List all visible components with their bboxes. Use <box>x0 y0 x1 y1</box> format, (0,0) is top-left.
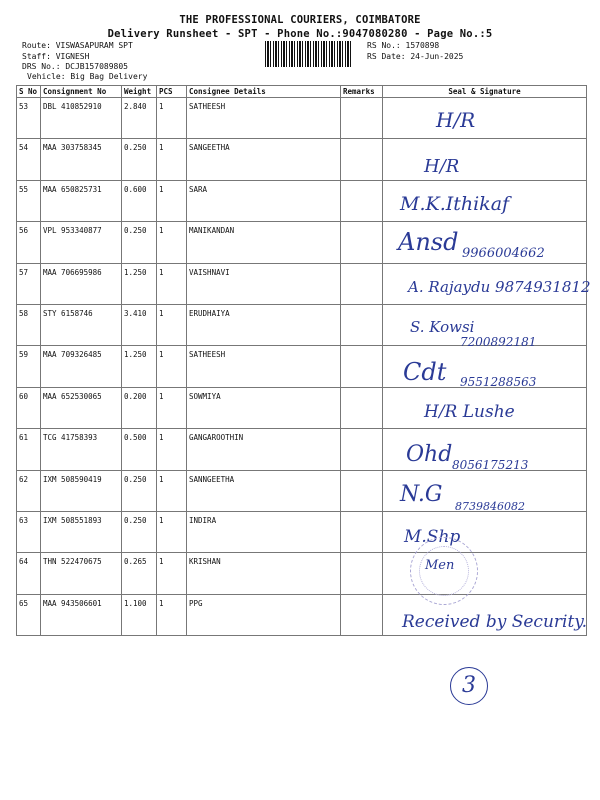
handwritten-signature: H/R <box>424 156 460 177</box>
cell-remarks <box>341 139 383 180</box>
cell-weight: 0.200 <box>122 387 157 428</box>
handwritten-phone: 7200892181 <box>460 335 537 349</box>
cell-weight: 1.250 <box>122 263 157 304</box>
cell-pcs: 1 <box>157 98 187 139</box>
cell-signature <box>383 139 587 180</box>
cell-weight: 0.265 <box>122 553 157 594</box>
vehicle-label: Vehicle: Big Bag Delivery <box>27 72 148 81</box>
cell-remarks <box>341 180 383 221</box>
cell-remarks <box>341 98 383 139</box>
table-row <box>17 553 587 594</box>
col-header-weight: Weight <box>122 86 157 98</box>
cell-sno: 59 <box>17 346 41 387</box>
handwritten-signature: Cdt <box>403 358 447 386</box>
table-header-row <box>17 86 587 98</box>
cell-pcs: 1 <box>157 553 187 594</box>
col-header-sno: S No <box>17 86 41 98</box>
cell-pcs: 1 <box>157 346 187 387</box>
cell-remarks <box>341 470 383 511</box>
handwritten-phone: 8056175213 <box>452 458 529 472</box>
cell-weight: 0.250 <box>122 139 157 180</box>
col-header-remarks: Remarks <box>341 86 383 98</box>
handwritten-phone: 8739846082 <box>455 500 525 513</box>
cell-weight: 1.100 <box>122 594 157 635</box>
cell-weight: 0.250 <box>122 511 157 552</box>
cell-consignee: SANNGEETHA <box>187 470 341 511</box>
page-number-circle: 3 <box>450 667 488 705</box>
rs-number: RS No.: 1570898 <box>367 41 440 50</box>
cell-consignment: MAA 650825731 <box>41 180 122 221</box>
cell-consignment: MAA 303758345 <box>41 139 122 180</box>
cell-pcs: 1 <box>157 429 187 470</box>
cell-remarks <box>341 222 383 263</box>
cell-consignment: IXM 508590419 <box>41 470 122 511</box>
handwritten-signature: H/R Lushe <box>424 402 515 422</box>
handwritten-signature: Ohd <box>406 442 453 467</box>
cell-consignee: SATHEESH <box>187 346 341 387</box>
cell-pcs: 1 <box>157 180 187 221</box>
cell-weight: 1.250 <box>122 346 157 387</box>
cell-consignment: MAA 709326485 <box>41 346 122 387</box>
cell-weight: 0.250 <box>122 470 157 511</box>
cell-sno: 60 <box>17 387 41 428</box>
cell-pcs: 1 <box>157 263 187 304</box>
handwritten-signature: M.K.Ithikaf <box>400 193 510 215</box>
cell-consignee: SANGEETHA <box>187 139 341 180</box>
cell-consignee: PPG <box>187 594 341 635</box>
cell-sno: 56 <box>17 222 41 263</box>
cell-consignment: TCG 41758393 <box>41 429 122 470</box>
runsheet-title: Delivery Runsheet - SPT - Phone No.:9047080280 - Page No.:5 <box>107 28 493 40</box>
cell-consignee: SOWMIYA <box>187 387 341 428</box>
cell-consignee: INDIRA <box>187 511 341 552</box>
cell-consignment: IXM 508551893 <box>41 511 122 552</box>
handwritten-signature: H/R <box>436 108 476 132</box>
cell-consignment: MAA 706695986 <box>41 263 122 304</box>
barcode <box>265 41 353 67</box>
cell-remarks <box>341 346 383 387</box>
handwritten-signature: S. Kowsi <box>410 318 475 336</box>
col-header-signature: Seal & Signature <box>383 86 587 98</box>
handwritten-signature: Men <box>425 558 455 573</box>
cell-sno: 65 <box>17 594 41 635</box>
cell-pcs: 1 <box>157 304 187 345</box>
col-header-pcs: PCS <box>157 86 187 98</box>
cell-remarks <box>341 387 383 428</box>
cell-sno: 57 <box>17 263 41 304</box>
staff-label: Staff: VIGNESH <box>22 52 90 61</box>
cell-consignment: STY 6158746 <box>41 304 122 345</box>
cell-consignee: SATHEESH <box>187 98 341 139</box>
cell-sno: 64 <box>17 553 41 594</box>
handwritten-phone: 9966004662 <box>462 246 545 261</box>
cell-remarks <box>341 263 383 304</box>
cell-consignee: KRISHAN <box>187 553 341 594</box>
cell-consignment: MAA 943506601 <box>41 594 122 635</box>
col-header-consignment: Consignment No <box>41 86 122 98</box>
route-label: Route: VISWASAPURAM SPT <box>22 41 133 50</box>
cell-weight: 3.410 <box>122 304 157 345</box>
cell-remarks <box>341 511 383 552</box>
handwritten-phone: 9551288563 <box>460 375 537 389</box>
col-header-consignee: Consignee Details <box>187 86 341 98</box>
cell-pcs: 1 <box>157 139 187 180</box>
cell-pcs: 1 <box>157 594 187 635</box>
cell-consignment: MAA 652530065 <box>41 387 122 428</box>
cell-consignee: ERUDHAIYA <box>187 304 341 345</box>
handwritten-signature: M.Shp <box>404 527 461 547</box>
cell-remarks <box>341 594 383 635</box>
cell-consignee: SARA <box>187 180 341 221</box>
cell-pcs: 1 <box>157 222 187 263</box>
cell-sno: 58 <box>17 304 41 345</box>
cell-pcs: 1 <box>157 470 187 511</box>
table-row <box>17 98 587 139</box>
cell-remarks <box>341 553 383 594</box>
cell-sno: 63 <box>17 511 41 552</box>
cell-sno: 53 <box>17 98 41 139</box>
rs-date: RS Date: 24-Jun-2025 <box>367 52 464 61</box>
cell-pcs: 1 <box>157 511 187 552</box>
table-row <box>17 511 587 552</box>
handwritten-signature: A. Rajaydu 9874931812 <box>408 278 591 296</box>
cell-consignee: MANIKANDAN <box>187 222 341 263</box>
runsheet-table <box>16 85 587 636</box>
company-title: THE PROFESSIONAL COURIERS, COIMBATORE <box>179 14 421 26</box>
cell-remarks <box>341 304 383 345</box>
cell-weight: 0.250 <box>122 222 157 263</box>
table-row <box>17 139 587 180</box>
cell-sno: 61 <box>17 429 41 470</box>
handwritten-note: Received by Security. <box>402 612 588 632</box>
cell-weight: 0.600 <box>122 180 157 221</box>
cell-weight: 0.500 <box>122 429 157 470</box>
cell-signature <box>383 98 587 139</box>
cell-remarks <box>341 429 383 470</box>
cell-weight: 2.840 <box>122 98 157 139</box>
cell-sno: 55 <box>17 180 41 221</box>
cell-consignment: DBL 410852910 <box>41 98 122 139</box>
cell-consignee: VAISHNAVI <box>187 263 341 304</box>
handwritten-signature: Ansd <box>398 228 459 256</box>
drs-number: DRS No.: DCJB157089805 <box>22 62 128 71</box>
cell-consignment: VPL 953340877 <box>41 222 122 263</box>
cell-consignee: GANGAROOTHIN <box>187 429 341 470</box>
cell-sno: 62 <box>17 470 41 511</box>
cell-sno: 54 <box>17 139 41 180</box>
handwritten-signature: N.G <box>400 482 443 507</box>
cell-consignment: THN 522470675 <box>41 553 122 594</box>
cell-pcs: 1 <box>157 387 187 428</box>
